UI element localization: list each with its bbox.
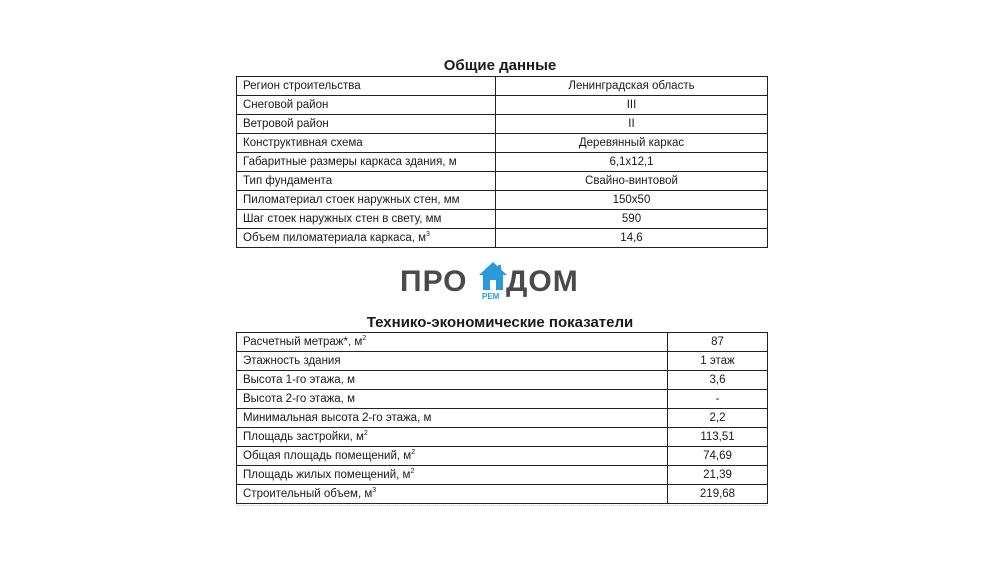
row-label (237, 96, 496, 115)
row-label (237, 115, 496, 134)
row-value: 219,68 (668, 485, 768, 504)
row-value: 87 (668, 333, 768, 352)
row-label-text: Расчетный метраж*, м (243, 336, 363, 348)
row-label-text: Объем пиломатериала каркаса, м (243, 232, 427, 244)
row-label (237, 428, 668, 447)
unit-exponent: 2 (362, 335, 367, 343)
row-value: 150х50 (496, 191, 768, 210)
row-value: II (496, 115, 768, 134)
logo-text-right: ДОМ (506, 265, 579, 298)
row-label (237, 447, 668, 466)
row-value: 590 (496, 210, 768, 229)
row-label-text: Минимальная высота 2-го этажа, м (243, 412, 432, 424)
row-value: - (668, 390, 768, 409)
row-value: Деревянный каркас (496, 134, 768, 153)
row-label-text: Конструктивная схема (243, 137, 363, 149)
row-value: Свайно-винтовой (496, 172, 768, 191)
row-value: 113,51 (668, 428, 768, 447)
row-label (237, 409, 668, 428)
table-row (237, 352, 768, 371)
row-label (237, 333, 668, 352)
row-label (237, 191, 496, 210)
row-value: 14,6 (496, 229, 768, 248)
logo-text-left: ПРО (400, 265, 468, 298)
row-label (237, 210, 496, 229)
unit-exponent: 2 (411, 449, 416, 457)
row-label-text: Этажность здания (243, 355, 341, 367)
row-label-text: Общая площадь помещений, м (243, 450, 412, 462)
table-row (237, 428, 768, 447)
row-value: 3,6 (668, 371, 768, 390)
row-label-text: Площадь жилых помещений, м (243, 469, 411, 481)
table-row (237, 390, 768, 409)
table-row (237, 409, 768, 428)
table-row (237, 229, 768, 248)
table-row (237, 191, 768, 210)
row-value: 74,69 (668, 447, 768, 466)
row-label-text: Пиломатериал стоек наружных стен, мм (243, 194, 460, 206)
table-row (237, 134, 768, 153)
row-label (237, 77, 496, 96)
table-row (237, 466, 768, 485)
row-label-text: Снеговой район (243, 99, 329, 111)
logo-subtext: РЕМ (482, 292, 500, 301)
table-row (237, 115, 768, 134)
table-row (237, 153, 768, 172)
unit-exponent: 3 (426, 231, 430, 239)
table-row (237, 333, 768, 352)
table-row (237, 371, 768, 390)
table-row (237, 485, 768, 504)
row-label-text: Регион строительства (243, 80, 361, 92)
row-label (237, 134, 496, 153)
row-label-text: Шаг стоек наружных стен в свету, мм (243, 213, 442, 225)
cut-off-edge (236, 505, 768, 509)
unit-exponent: 2 (410, 468, 415, 476)
row-label-text: Строительный объем, м (243, 488, 373, 500)
table-row (237, 210, 768, 229)
technical-economic-title: Технико-экономические показатели (366, 314, 634, 331)
row-label (237, 352, 668, 371)
row-label-text: Площадь застройки, м (243, 431, 364, 443)
prodom-logo (400, 258, 600, 304)
table-row (237, 447, 768, 466)
table-row (237, 96, 768, 115)
row-label (237, 153, 496, 172)
row-label (237, 390, 668, 409)
row-label (237, 229, 496, 248)
unit-exponent: 3 (372, 487, 377, 495)
row-label-text: Ветровой район (243, 118, 329, 130)
row-label (237, 172, 496, 191)
row-label-text: Высота 1-го этажа, м (243, 374, 355, 386)
row-value: III (496, 96, 768, 115)
house-icon (477, 260, 509, 292)
table-row (237, 77, 768, 96)
row-value: 1 этаж (668, 352, 768, 371)
row-value: 21,39 (668, 466, 768, 485)
row-label-text: Высота 2-го этажа, м (243, 393, 355, 405)
general-data-table (236, 76, 768, 248)
unit-exponent: 2 (363, 430, 368, 438)
row-value: 2,2 (668, 409, 768, 428)
technical-economic-table (236, 332, 768, 504)
row-label (237, 371, 668, 390)
row-label-text: Тип фундамента (243, 175, 333, 187)
table-row (237, 172, 768, 191)
row-value: Ленинградская область (496, 77, 768, 96)
row-label-text: Габаритные размеры каркаса здания, м (243, 156, 457, 168)
row-label (237, 485, 668, 504)
row-value: 6,1х12,1 (496, 153, 768, 172)
row-label (237, 466, 668, 485)
general-data-title: Общие данные (443, 57, 557, 74)
